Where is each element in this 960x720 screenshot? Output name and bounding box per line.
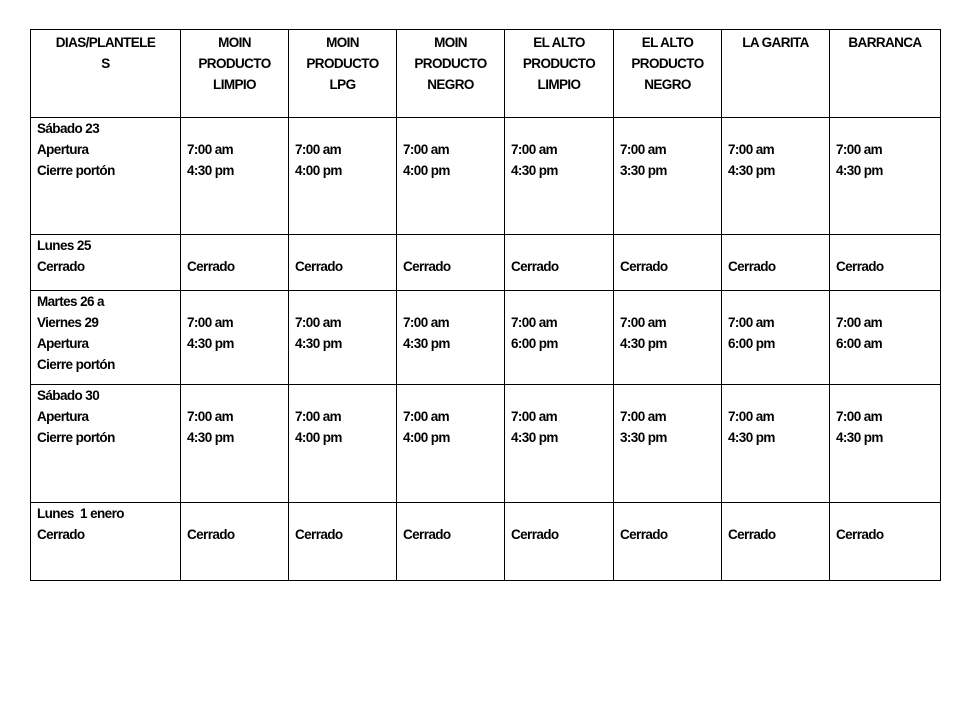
closed-status: Cerrado <box>403 259 451 274</box>
day-label: Cierre portón <box>37 163 115 178</box>
header-moin-producto-limpio <box>181 30 289 118</box>
close-time: 4:30 pm <box>403 336 450 351</box>
schedule-cell <box>289 235 397 291</box>
header-line: S <box>101 56 110 71</box>
schedule-cell <box>181 235 289 291</box>
schedule-cell <box>614 291 722 385</box>
schedule-cell <box>505 235 614 291</box>
open-time: 7:00 am <box>620 315 667 330</box>
close-time: 6:00 pm <box>511 336 558 351</box>
open-time: 7:00 am <box>728 409 775 424</box>
schedule-cell <box>614 118 722 235</box>
open-time: 7:00 am <box>620 409 667 424</box>
day-label: Apertura <box>37 409 89 424</box>
header-el-alto-producto-limpio <box>505 30 614 118</box>
table-row <box>31 235 941 291</box>
day-cell <box>31 291 181 385</box>
day-label: Sábado 30 <box>37 388 100 403</box>
day-label: Cierre portón <box>37 430 115 445</box>
day-label: Martes 26 a <box>37 294 104 309</box>
open-time: 7:00 am <box>295 409 342 424</box>
closed-status: Cerrado <box>511 527 559 542</box>
day-cell <box>31 235 181 291</box>
day-label: Apertura <box>37 142 89 157</box>
schedule-cell <box>505 385 614 503</box>
schedule-table <box>30 29 941 581</box>
table-row <box>31 118 941 235</box>
schedule-cell <box>722 385 830 503</box>
header-el-alto-producto-negro <box>614 30 722 118</box>
close-time: 4:30 pm <box>728 163 775 178</box>
schedule-cell <box>722 118 830 235</box>
header-dias-planteles <box>31 30 181 118</box>
header-row <box>31 30 941 118</box>
table-row <box>31 385 941 503</box>
schedule-cell <box>181 118 289 235</box>
closed-status: Cerrado <box>620 527 668 542</box>
header-line: PRODUCTO <box>306 56 379 71</box>
header-line: DIAS/PLANTELE <box>55 35 156 50</box>
header-line: PRODUCTO <box>631 56 704 71</box>
schedule-cell <box>289 503 397 581</box>
close-time: 4:00 pm <box>403 163 450 178</box>
close-time: 4:30 pm <box>295 336 342 351</box>
header-line: PRODUCTO <box>522 56 596 71</box>
open-time: 7:00 am <box>511 142 558 157</box>
schedule-cell <box>830 385 941 503</box>
header-la-garita <box>722 30 830 118</box>
header-line: LIMPIO <box>537 77 581 92</box>
day-cell <box>31 503 181 581</box>
open-time: 7:00 am <box>836 142 883 157</box>
schedule-cell <box>505 503 614 581</box>
schedule-cell <box>505 118 614 235</box>
header-line: PRODUCTO <box>414 56 487 71</box>
header-line: LPG <box>329 77 356 92</box>
close-time: 3:30 pm <box>620 430 667 445</box>
schedule-cell <box>614 385 722 503</box>
schedule-cell <box>397 291 505 385</box>
day-cell <box>31 118 181 235</box>
header-line: LIMPIO <box>213 77 256 92</box>
open-time: 7:00 am <box>511 409 558 424</box>
header-line: EL ALTO <box>641 35 694 50</box>
closed-status: Cerrado <box>728 259 776 274</box>
close-time: 3:30 pm <box>620 163 667 178</box>
close-time: 6:00 pm <box>728 336 775 351</box>
day-label: Lunes 1 enero <box>37 506 124 521</box>
close-time: 6:00 am <box>836 336 883 351</box>
header-line: BARRANCA <box>848 35 922 50</box>
closed-status: Cerrado <box>295 259 343 274</box>
schedule-cell <box>505 291 614 385</box>
schedule-cell <box>722 235 830 291</box>
close-time: 4:00 pm <box>295 430 342 445</box>
schedule-cell <box>830 235 941 291</box>
closed-status: Cerrado <box>728 527 776 542</box>
close-time: 4:30 pm <box>187 336 234 351</box>
schedule-cell <box>397 503 505 581</box>
day-label: Lunes 25 <box>37 238 91 253</box>
open-time: 7:00 am <box>187 315 234 330</box>
schedule-cell <box>830 291 941 385</box>
day-label: Viernes 29 <box>37 315 99 330</box>
close-time: 4:30 pm <box>728 430 775 445</box>
schedule-cell <box>181 503 289 581</box>
close-time: 4:30 pm <box>187 430 234 445</box>
close-time: 4:30 pm <box>836 163 883 178</box>
schedule-cell <box>614 235 722 291</box>
schedule-cell <box>397 118 505 235</box>
schedule-cell <box>181 385 289 503</box>
day-label: Cerrado <box>37 259 85 274</box>
header-moin-producto-negro <box>397 30 505 118</box>
closed-status: Cerrado <box>620 259 668 274</box>
open-time: 7:00 am <box>403 315 450 330</box>
header-line: MOIN <box>434 35 467 50</box>
closed-status: Cerrado <box>403 527 451 542</box>
open-time: 7:00 am <box>403 409 450 424</box>
day-cell <box>31 385 181 503</box>
closed-status: Cerrado <box>187 259 235 274</box>
schedule-cell <box>830 503 941 581</box>
open-time: 7:00 am <box>620 142 667 157</box>
open-time: 7:00 am <box>511 315 558 330</box>
schedule-cell <box>830 118 941 235</box>
schedule-cell <box>289 385 397 503</box>
open-time: 7:00 am <box>836 315 883 330</box>
day-label: Cerrado <box>37 527 85 542</box>
closed-status: Cerrado <box>295 527 343 542</box>
schedule-cell <box>397 235 505 291</box>
header-line: NEGRO <box>644 77 691 92</box>
open-time: 7:00 am <box>836 409 883 424</box>
open-time: 7:00 am <box>403 142 450 157</box>
header-line: LA GARITA <box>742 35 809 50</box>
header-line: EL ALTO <box>533 35 585 50</box>
open-time: 7:00 am <box>728 315 775 330</box>
open-time: 7:00 am <box>295 142 342 157</box>
day-label: Cierre portón <box>37 357 115 372</box>
header-moin-producto-lpg <box>289 30 397 118</box>
schedule-cell <box>722 503 830 581</box>
schedule-cell <box>289 291 397 385</box>
close-time: 4:00 pm <box>295 163 342 178</box>
close-time: 4:30 pm <box>511 163 558 178</box>
day-label: Apertura <box>37 336 89 351</box>
header-line: PRODUCTO <box>198 56 271 71</box>
open-time: 7:00 am <box>728 142 775 157</box>
header-barranca <box>830 30 941 118</box>
close-time: 4:30 pm <box>620 336 667 351</box>
close-time: 4:30 pm <box>511 430 558 445</box>
header-line: MOIN <box>326 35 359 50</box>
close-time: 4:00 pm <box>403 430 450 445</box>
schedule-cell <box>289 118 397 235</box>
table-row <box>31 503 941 581</box>
close-time: 4:30 pm <box>187 163 234 178</box>
open-time: 7:00 am <box>295 315 342 330</box>
open-time: 7:00 am <box>187 142 234 157</box>
closed-status: Cerrado <box>511 259 559 274</box>
schedule-cell <box>722 291 830 385</box>
close-time: 4:30 pm <box>836 430 883 445</box>
day-label: Sábado 23 <box>37 121 100 136</box>
table-row <box>31 291 941 385</box>
schedule-cell <box>397 385 505 503</box>
closed-status: Cerrado <box>836 527 884 542</box>
open-time: 7:00 am <box>187 409 234 424</box>
closed-status: Cerrado <box>836 259 884 274</box>
closed-status: Cerrado <box>187 527 235 542</box>
schedule-cell <box>614 503 722 581</box>
header-line: MOIN <box>218 35 251 50</box>
header-line: NEGRO <box>427 77 474 92</box>
schedule-cell <box>181 291 289 385</box>
